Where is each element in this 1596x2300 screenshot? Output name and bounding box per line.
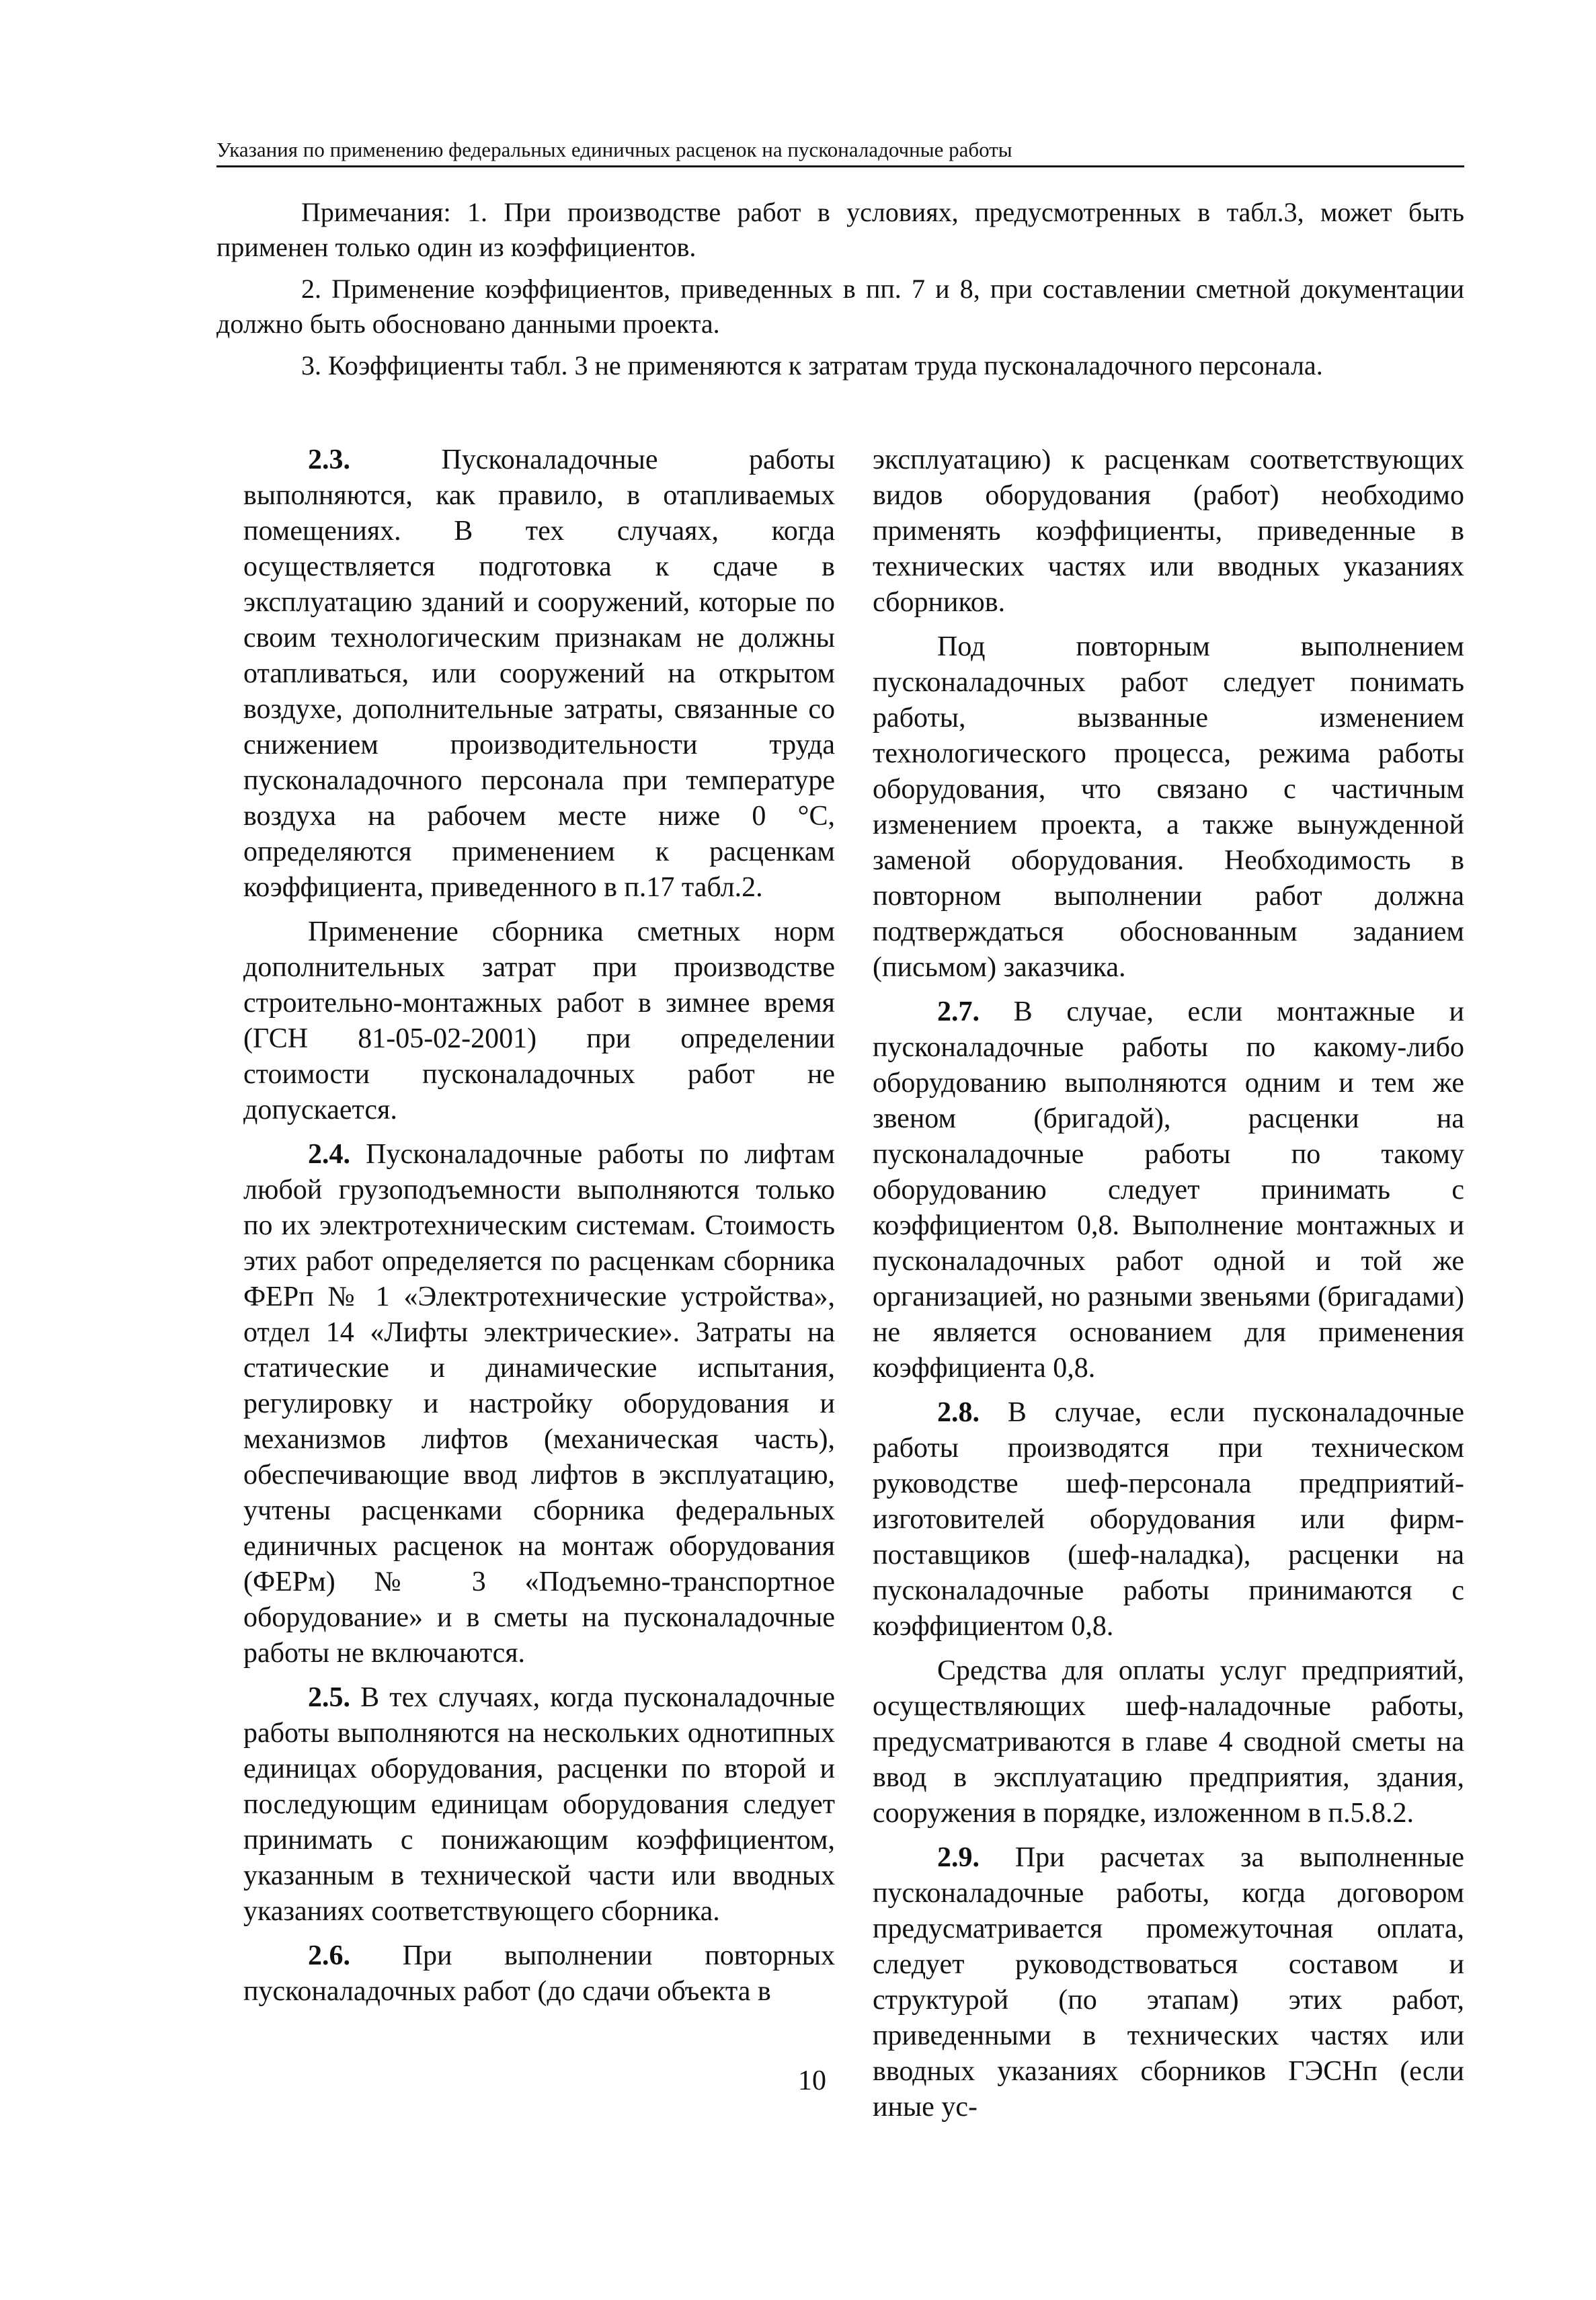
section-number: 2.9. <box>937 1842 980 1873</box>
left-column <box>243 442 835 2018</box>
paragraph-text: В тех случаях, когда пусконаладочные работы выполняются на нескольких однотипных единицах оборудования, расценки по второй и последующим единицам оборудования следует принимать с понижающим коэффициентом, указанным в технической части или вводных указаниях соответствующего сборника. <box>243 1682 835 1927</box>
paragraph <box>873 629 1464 986</box>
paragraph-text: Под повторным выполнением пусконаладочных работ следует понимать работы, вызванные изменением технологического процесса, режима работы оборудования, что связано с частичным изменением проекта, а также вынужденной заменой оборудования. Необходимость в повторном выполнении работ должна подтверждаться обоснованным заданием (письмом) заказчика. <box>873 631 1464 983</box>
paragraph <box>243 1938 835 2010</box>
page-number: 10 <box>798 2065 826 2096</box>
note-1: Примечания: 1. При производстве работ в условиях, предусмотренных в табл.3, может быть применен только один из коэффициентов. <box>216 197 1464 262</box>
right-column <box>873 442 1464 2134</box>
paragraph <box>873 1840 1464 2125</box>
paragraph-text: Пусконаладочные работы выполняются, как правило, в отапливаемых помещениях. В тех случаях, когда осуществляется подготовка к сдаче в эксплуатацию зданий и сооружений, которые по своим технологическим признакам не должны отапливаться, или сооружений на открытом воздухе, дополнительные затраты, связанные со снижением производительности труда пусконаладочного персонала при температуре воздуха на рабочем месте ниже 0 °С, определяются применением к расценкам коэффициента, приведенного в п.17 табл.2. <box>243 444 835 903</box>
section-number: 2.5. <box>308 1682 350 1713</box>
paragraph <box>873 442 1464 621</box>
note-3: 3. Коэффициенты табл. 3 не применяются к затратам труда пусконаладочного персонала. <box>301 350 1323 381</box>
paragraph <box>243 442 835 906</box>
paragraph <box>243 914 835 1128</box>
section-number: 2.8. <box>937 1397 980 1428</box>
paragraph <box>243 1680 835 1930</box>
paragraph-text: Применение сборника сметных норм дополнительных затрат при производстве строительно-монтажных работ в зимнее время (ГСН 81-05-02-2001) при определении стоимости пусконаладочных работ не допускается. <box>243 916 835 1125</box>
paragraph <box>873 994 1464 1386</box>
notes-block <box>216 195 1464 390</box>
running-header: Указания по применению федеральных единичных расценок на пусконаладочные работы <box>216 136 1464 167</box>
section-number: 2.7. <box>937 996 980 1027</box>
paragraph-text: В случае, если пусконаладочные работы производятся при техническом руководстве шеф-персонала предприятий-изготовителей оборудования или фирм-поставщиков (шеф-наладка), расценки на пусконаладочные работы принимаются с коэффициентом 0,8. <box>873 1397 1464 1642</box>
paragraph-text: эксплуатацию) к расценкам соответствующих видов оборудования (работ) необходимо применять коэффициенты, приведенные в технических частях или вводных указаниях сборников. <box>873 444 1464 618</box>
paragraph-text: Средства для оплаты услуг предприятий, осуществляющих шеф-наладочные работы, предусматриваются в главе 4 сводной сметы на ввод в эксплуатацию предприятия, здания, сооружения в порядке, изложенном в п.5.8.2. <box>873 1655 1464 1829</box>
section-number: 2.4. <box>308 1139 350 1170</box>
paragraph-text: В случае, если монтажные и пусконаладочные работы по какому-либо оборудованию выполняются одним и тем же звеном (бригадой), расценки на пусконаладочные работы по такому оборудованию следует принимать с коэффициентом 0,8. Выполнение монтажных и пусконаладочных работ одной и той же организацией, но разными звеньями (бригадами) не является основанием для применения коэффициента 0,8. <box>873 996 1464 1384</box>
paragraph <box>873 1653 1464 1831</box>
note-2: 2. Применение коэффициентов, приведенных в пп. 7 и 8, при составлении сметной документации должно быть обосновано данными проекта. <box>216 274 1464 339</box>
section-number: 2.3. <box>308 444 350 475</box>
paragraph <box>873 1395 1464 1644</box>
paragraph-text: Пусконаладочные работы по лифтам любой грузоподъемности выполняются только по их электротехническим системам. Стоимость этих работ определяется по расценкам сборника ФЕРп № 1 «Электротехнические устройства», отдел 14 «Лифты электрические». Затраты на статические и динамические испытания, регулировку и настройку оборудования и механизмов лифтов (механическая часть), обеспечивающие ввод лифтов в эксплуатацию, учтены расценками сборника федеральных единичных расценок на монтаж оборудования (ФЕРм) № 3 «Подъемно-транспортное оборудование» и в сметы на пусконаладочные работы не включаются. <box>243 1139 835 1669</box>
section-number: 2.6. <box>308 1940 350 1971</box>
paragraph <box>243 1137 835 1671</box>
paragraph-text: При выполнении повторных пусконаладочных работ (до сдачи объекта в <box>243 1940 835 2007</box>
paragraph-text: При расчетах за выполненные пусконаладочные работы, когда договором предусматривается промежуточная оплата, следует руководствоваться составом и структурой (по этапам) этих работ, приведенными в технических частях или вводных указаниях сборников ГЭСНп (если иные ус- <box>873 1842 1464 2123</box>
